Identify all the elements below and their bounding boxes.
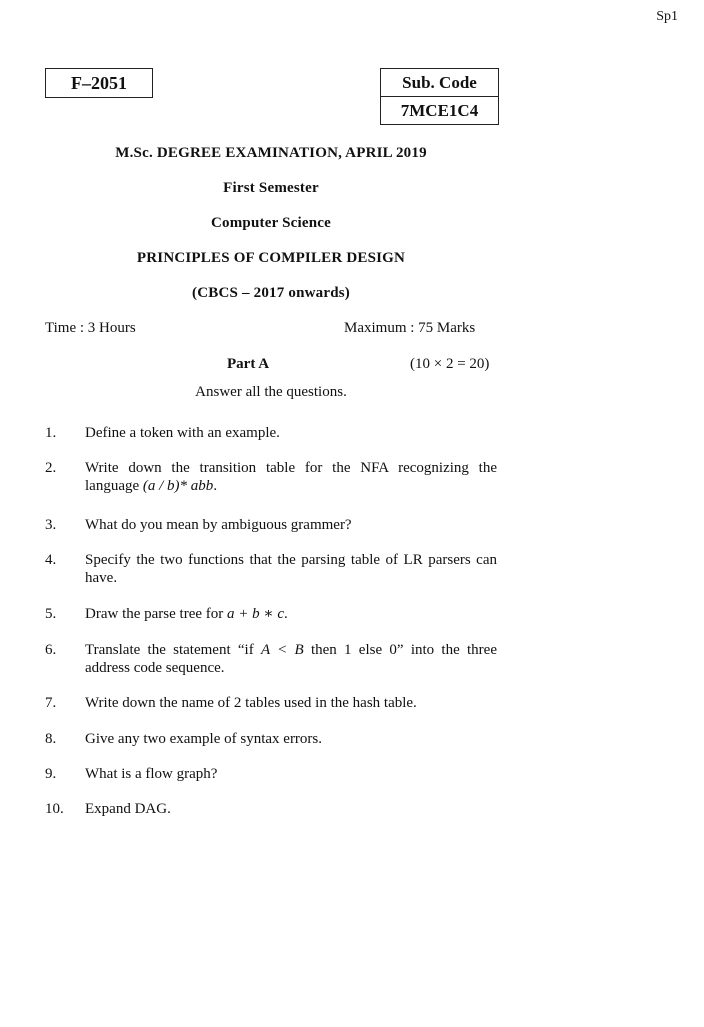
question-number: 8. xyxy=(45,731,57,747)
semester: First Semester xyxy=(223,180,319,196)
question-9 xyxy=(45,765,497,783)
question-number: 9. xyxy=(45,766,57,782)
question-number: 3. xyxy=(45,517,57,533)
question-1 xyxy=(45,424,497,442)
scheme: (CBCS – 2017 onwards) xyxy=(192,285,350,301)
paper-code: F–2051 xyxy=(71,72,127,93)
question-text: Expand DAG. xyxy=(85,801,171,817)
paper-code-box xyxy=(45,68,153,98)
subject-code-label: Sub. Code xyxy=(402,72,477,92)
question-number: 10. xyxy=(45,801,64,817)
question-text-part: . xyxy=(213,478,218,494)
math-expression: A < B xyxy=(260,642,304,658)
time-allowed: Time : 3 Hours xyxy=(45,320,136,336)
question-number: 6. xyxy=(45,642,57,658)
question-text-part: Draw the parse tree for xyxy=(85,606,228,622)
question-6 xyxy=(45,641,497,677)
question-4 xyxy=(45,551,497,587)
question-text-part: then 1 else 0” into the three address code sequence. xyxy=(85,642,497,676)
question-text: What do you mean by ambiguous grammer? xyxy=(85,517,352,533)
question-2 xyxy=(45,459,497,495)
question-text-part: Write down the transition table for the NFA recognizing the language xyxy=(85,460,497,494)
question-text xyxy=(85,459,497,495)
exam-title: M.Sc. DEGREE EXAMINATION, APRIL 2019 xyxy=(115,145,427,161)
question-text-part: Translate the statement “if xyxy=(85,642,261,658)
question-8 xyxy=(45,730,497,748)
subject-code-value: 7MCE1C4 xyxy=(381,96,498,124)
question-number: 5. xyxy=(45,606,57,622)
math-expression: (a / b)* abb xyxy=(142,478,214,494)
question-number: 7. xyxy=(45,695,57,711)
department: Computer Science xyxy=(211,215,331,231)
math-expression: a + b ∗ c xyxy=(227,606,284,622)
question-3 xyxy=(45,516,497,534)
part-instruction: Answer all the questions. xyxy=(195,384,347,400)
question-10 xyxy=(45,800,497,818)
question-text: Write down the name of 2 tables used in the hash table. xyxy=(85,695,417,711)
question-text: Give any two example of syntax errors. xyxy=(85,731,323,747)
question-7 xyxy=(45,694,497,712)
page-marker: Sp1 xyxy=(656,9,678,24)
part-title: Part A xyxy=(227,356,270,372)
question-text-part: . xyxy=(284,606,288,622)
question-5 xyxy=(45,605,497,623)
question-text xyxy=(85,641,497,677)
maximum-marks: Maximum : 75 Marks xyxy=(344,320,476,336)
question-number: 1. xyxy=(45,425,57,441)
question-text: What is a flow graph? xyxy=(85,766,218,782)
question-text: Specify the two functions that the parsing table of LR parsers can have. xyxy=(85,552,497,586)
question-number: 4. xyxy=(45,552,57,568)
question-number: 2. xyxy=(45,460,57,476)
course-title: PRINCIPLES OF COMPILER DESIGN xyxy=(136,250,406,266)
question-text xyxy=(85,605,497,623)
subject-code-table xyxy=(380,68,499,125)
question-text: Define a token with an example. xyxy=(85,425,280,441)
part-marks: (10 × 2 = 20) xyxy=(410,356,490,372)
